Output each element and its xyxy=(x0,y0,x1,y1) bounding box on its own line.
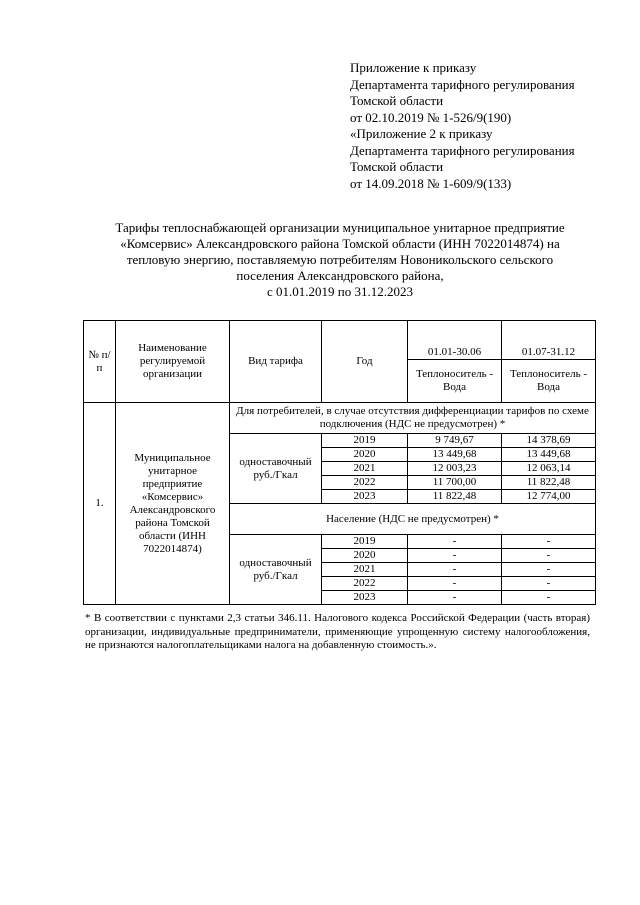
table-cell-value: 11 700,00 xyxy=(408,476,502,490)
col-header-carrier-2: Теплоноситель - Вода xyxy=(502,360,596,403)
title-line: Тарифы теплоснабжающей организации муниципальное унитарное предприятие xyxy=(115,220,565,235)
col-header-year: Год xyxy=(322,321,408,403)
header-line: Департамента тарифного регулирования xyxy=(350,142,575,158)
footnote: * В соответствии с пунктами 2,3 статьи 346.11. Налогового кодекса Российской Федерации (часть вторая) организации, индивидуальные предприниматели, применяющие упрощенную систему налогообложения, не признаются налогоплательщиками налога на добавленную стоимость.». xyxy=(85,612,590,651)
header-line: от 14.09.2018 № 1-609/9(133) xyxy=(350,175,512,191)
table-cell-value: - xyxy=(408,535,502,549)
col-header-tariff-type: Вид тарифа xyxy=(230,321,322,403)
table-cell-value: - xyxy=(408,563,502,577)
header-line: от 02.10.2019 № 1-526/9(190) xyxy=(350,109,512,125)
table-row-year: 2023 xyxy=(322,490,408,504)
table-row-year: 2021 xyxy=(322,563,408,577)
table-row-year: 2021 xyxy=(322,462,408,476)
header-line: Департамента тарифного регулирования xyxy=(350,76,575,92)
table-row-year: 2022 xyxy=(322,577,408,591)
table-cell-value: 9 749,67 xyxy=(408,434,502,448)
table-cell-value: - xyxy=(408,577,502,591)
header-line: «Приложение 2 к приказу xyxy=(350,126,493,141)
organization-name: Муниципальное унитарное предприятие «Комсервис» Александровского района Томской области (ИНН 7022014874) xyxy=(116,403,230,605)
table-cell-value: 12 063,14 xyxy=(502,462,596,476)
table-cell-value: 14 378,69 xyxy=(502,434,596,448)
table-row-year: 2023 xyxy=(322,591,408,605)
table-row-year: 2020 xyxy=(322,448,408,462)
table-cell-value: - xyxy=(502,577,596,591)
row-number: 1. xyxy=(84,403,116,605)
table-row-year: 2019 xyxy=(322,535,408,549)
table-cell-value: - xyxy=(502,591,596,605)
header-line: Томской области xyxy=(350,159,444,174)
tariff-table xyxy=(83,320,596,605)
table-cell-value: - xyxy=(502,563,596,577)
table-row-year: 2022 xyxy=(322,476,408,490)
header-line: Томской области xyxy=(350,93,444,108)
col-header-carrier-1: Теплоноситель - Вода xyxy=(408,360,502,403)
table-row-year: 2020 xyxy=(322,549,408,563)
table-cell-value: 12 003,23 xyxy=(408,462,502,476)
tariff-type-cell: одноставочный руб./Гкал xyxy=(230,535,322,605)
header-line: Приложение к приказу xyxy=(350,60,477,75)
title-line: «Комсервис» Александровского района Томской области (ИНН 7022014874) на xyxy=(120,236,560,251)
col-header-period-1: 01.01-30.06 xyxy=(408,321,502,360)
title-line: с 01.01.2019 по 31.12.2023 xyxy=(267,284,413,299)
table-cell-value: - xyxy=(502,549,596,563)
table-cell-value: - xyxy=(408,549,502,563)
appendix-header xyxy=(350,60,630,192)
table-cell-value: 12 774,00 xyxy=(502,490,596,504)
table-cell-value: 11 822,48 xyxy=(408,490,502,504)
col-header-period-2: 01.07-31.12 xyxy=(502,321,596,360)
table-cell-value: 13 449,68 xyxy=(502,448,596,462)
tariff-type-cell: одноставочный руб./Гкал xyxy=(230,434,322,504)
section-consumers: Для потребителей, в случае отсутствия дифференциации тарифов по схеме подключения (НДС не предусмотрен) * xyxy=(230,403,596,434)
table-row-year: 2019 xyxy=(322,434,408,448)
table-cell-value: 13 449,68 xyxy=(408,448,502,462)
col-header-number: № п/п xyxy=(84,321,116,403)
table-cell-value: - xyxy=(408,591,502,605)
title-line: тепловую энергию, поставляемую потребителям Новоникольского сельского xyxy=(126,252,554,267)
title-line: поселения Александровского района, xyxy=(236,268,444,283)
col-header-organization: Наименование регулируемой организации xyxy=(116,321,230,403)
document-title xyxy=(80,220,600,300)
section-population: Население (НДС не предусмотрен) * xyxy=(230,504,596,535)
table-cell-value: 11 822,48 xyxy=(502,476,596,490)
table-cell-value: - xyxy=(502,535,596,549)
